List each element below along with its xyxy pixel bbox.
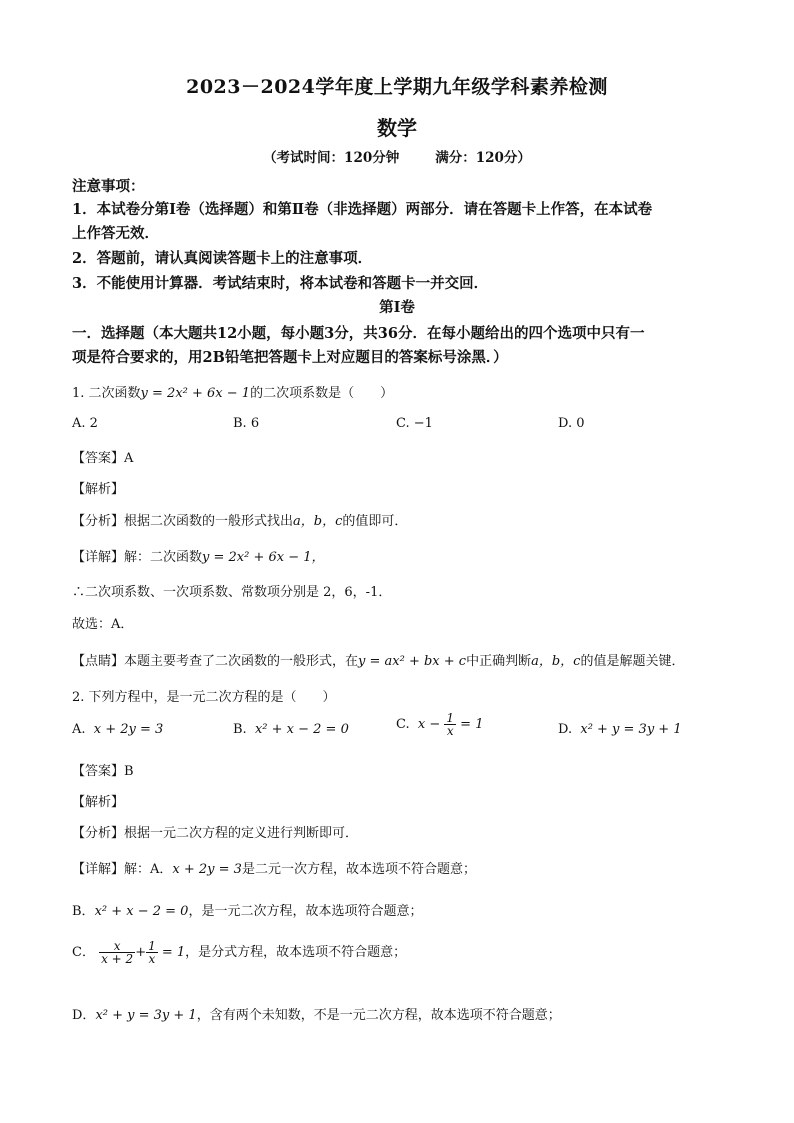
q1-fenxi: 【分析】根据二次函数的一般形式找出a，b，c的值即可．: [72, 514, 408, 529]
q1-option-c: C. −1: [396, 416, 433, 431]
q2-detail-c-fraction-2: $\frac{1}{x}$: [148, 939, 156, 966]
notice-item-2: 2．答题前，请认真阅读答题卡上的注意事项．: [72, 250, 373, 267]
part1-instructions: 一．选择题（本大题共12小题，每小题3分，共36分．在每小题给出的四个选项中只有一: [72, 325, 645, 342]
q1-therefore: ∴二次项系数、一次项系数、常数项分别是 2，6，-1．: [72, 585, 392, 600]
notice-heading: 注意事项：: [72, 178, 145, 195]
notice-item-1-cont: 上作答无效．: [72, 225, 159, 242]
q2-detail-a: 【详解】解：A．x + 2y = 3是二元一次方程，故本选项不符合题意；: [72, 862, 476, 877]
exam-info: [0, 146, 794, 166]
q2-detail-c-fraction-1: $\frac{x}{x + 2}$: [101, 939, 134, 966]
q2-option-a: A. x + 2y = 3: [72, 722, 164, 737]
q1-answer: 【答案】A: [72, 451, 134, 466]
part1-instructions-cont: 项是符合要求的，用2B铅笔把答题卡上对应题目的答案标号涂黑．）: [72, 349, 508, 366]
notice-item-1: 1．本试卷分第Ⅰ卷（选择题）和第Ⅱ卷（非选择题）两部分．请在答题卡上作答，在本试卷: [72, 201, 653, 218]
q2-option-c: C. x − $\frac{1}{x}$ = 1: [396, 711, 484, 738]
q1-expression: y = 2x² + 6x − 1: [140, 386, 251, 401]
q1-analysis-label: 【解析】: [72, 482, 125, 497]
notice-item-3: 3．不能使用计算器．考试结束时，将本试卷和答题卡一并交回．: [72, 275, 489, 292]
q1-option-d: D. 0: [558, 416, 585, 431]
q2-option-d: D. x² + y = 3y + 1: [558, 722, 682, 737]
q2-stem: 2. 下列方程中，是一元二次方程的是（ ）: [72, 690, 336, 705]
q1-option-b: B. 6: [233, 416, 260, 431]
q2-answer: 【答案】B: [72, 764, 134, 779]
q1-choose: 故选：A．: [72, 617, 134, 632]
q2-option-b: B. x² + x − 2 = 0: [233, 722, 349, 737]
q2-detail-b: B．x² + x − 2 = 0，是一元二次方程，故本选项符合题意；: [72, 904, 423, 919]
subject-title: 数学: [377, 116, 417, 140]
q2-analysis-label: 【解析】: [72, 795, 125, 810]
q2-fenxi: 【分析】根据一元二次方程的定义进行判断即可．: [72, 826, 359, 841]
q1-detail: 【详解】解：二次函数y = 2x² + 6x − 1，: [72, 550, 325, 565]
exam-time: （考试时间：120分钟: [263, 150, 400, 166]
exam-title: 2023－2024学年度上学期九年级学科素养检测: [186, 76, 608, 98]
q2-detail-d: D．x² + y = 3y + 1，含有两个未知数，不是一元二次方程，故本选项不符合题意；: [72, 1008, 561, 1023]
q2-option-c-fraction: $\frac{1}{x}$: [446, 711, 455, 738]
q1-option-a: A. 2: [72, 416, 98, 431]
q2-detail-c: C． $\frac{x}{x + 2}$ + $\frac{1}{x}$ = 1，是分式方程，故本选项不符合题意；: [72, 939, 407, 966]
full-score: 满分：120分）: [435, 150, 531, 166]
q1-stem: 1. 二次函数y = 2x² + 6x − 1的二次项系数是（ ）: [72, 386, 394, 401]
q1-comment: 【点睛】本题主要考查了二次函数的一般形式，在y = ax² + bx + c中正确判断a，b，c的值是解题关键．: [72, 654, 685, 669]
volume-title: 第Ⅰ卷: [379, 299, 415, 316]
